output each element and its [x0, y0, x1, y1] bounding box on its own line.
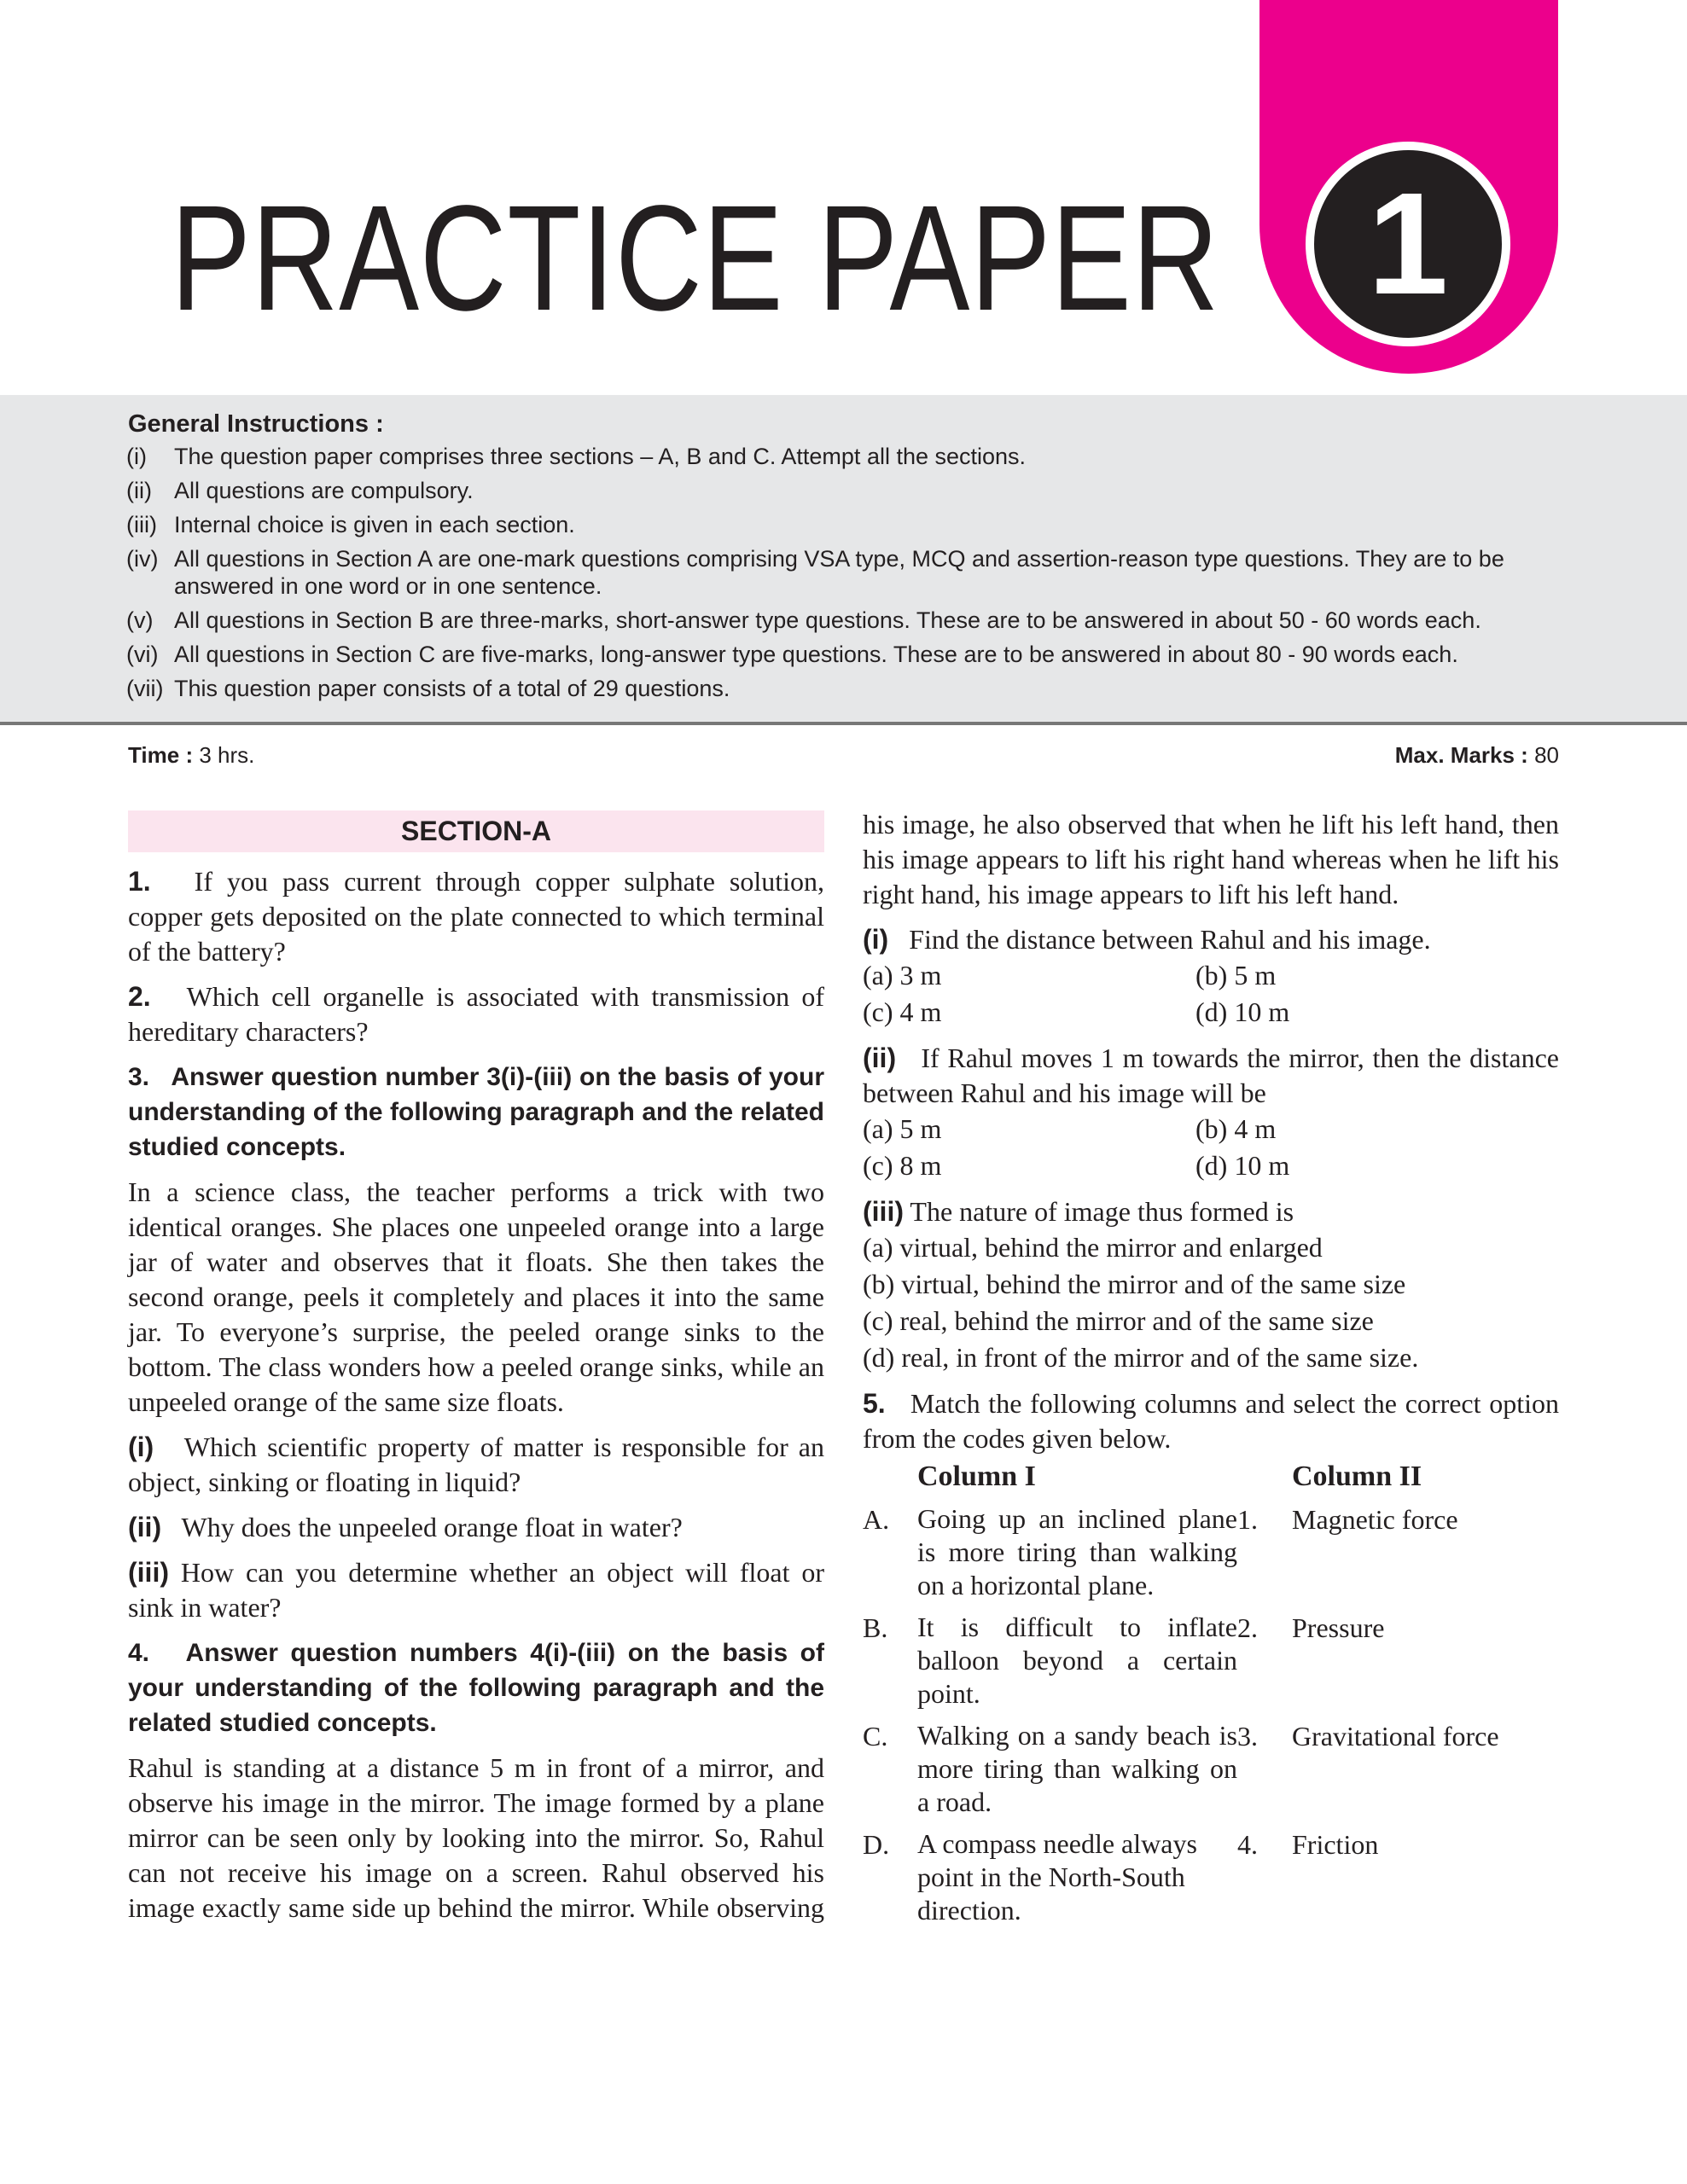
option: (a) 3 m [863, 960, 942, 990]
row-label: C. [863, 1721, 888, 1751]
instruction-item: (iii) Internal choice is given in each section. [126, 512, 575, 537]
column-1-item: Going up an inclined plane is more tiring than walking on a horizontal plane. [917, 1503, 1237, 1600]
time-info [128, 742, 254, 769]
column-1-item: A compass needle always point in the North-South direction. [917, 1828, 1197, 1926]
row-label: B. [863, 1612, 888, 1643]
row-number: 1. [1237, 1504, 1258, 1535]
paper-number-badge: 1 [1306, 142, 1510, 346]
time-value: 3 hrs. [199, 742, 255, 768]
question-1: 1. If you pass current through copper sulphate solution, copper gets deposited on the plate connected to which terminal of the battery? [128, 866, 825, 967]
option: (b) virtual, behind the mirror and of the same size [863, 1269, 1406, 1299]
options-4-ii [863, 1111, 1559, 1184]
column-2-item: Magnetic force [1292, 1504, 1458, 1535]
option: (d) 10 m [1195, 1150, 1290, 1181]
question-4-sub-i: (i) Find the distance between Rahul and his image. [863, 924, 1431, 955]
question-3-sub-ii: (ii) Why does the unpeeled orange float in water? [128, 1512, 683, 1542]
option: (d) real, in front of the mirror and of the same size. [863, 1342, 1419, 1373]
option: (a) 5 m [863, 1113, 942, 1144]
marks-label: Max. Marks : [1394, 742, 1528, 768]
option: (c) 4 m [863, 996, 942, 1027]
row-number: 4. [1237, 1829, 1258, 1860]
instruction-item: (v) All questions in Section B are three-marks, short-answer type questions. These are to be answered in about 50 - 60 words each. [126, 607, 1481, 633]
section-a-heading: SECTION-A [128, 810, 824, 852]
instructions-heading: General Instructions : [128, 410, 384, 438]
question-4-intro: 4. Answer question numbers 4(i)-(iii) on the basis of your understanding of the following paragraph and the related studied concepts. [128, 1639, 824, 1737]
option: (d) 10 m [1195, 996, 1290, 1027]
column-2-heading: Column II [1292, 1461, 1422, 1492]
right-column [863, 807, 1559, 1927]
column-2-item: Friction [1292, 1829, 1379, 1860]
question-2: 2. Which cell organelle is associated with transmission of hereditary characters? [128, 981, 825, 1047]
option: (c) 8 m [863, 1150, 942, 1181]
instruction-item: (ii) All questions are compulsory. [126, 478, 474, 503]
marks-value: 80 [1534, 742, 1559, 768]
option: (c) real, behind the mirror and of the same size [863, 1305, 1374, 1336]
row-number: 2. [1237, 1612, 1258, 1643]
question-4-sub-ii: (ii) If Rahul moves 1 m towards the mirror, then the distance between Rahul and his image will be [863, 1043, 1560, 1108]
column-1-item: Walking on a sandy beach is more tiring than walking on a road. [917, 1720, 1237, 1817]
options-4-iii [863, 1229, 1559, 1376]
time-label: Time : [128, 742, 194, 768]
question-3-paragraph: In a science class, the teacher performs a trick with two identical oranges. She places one unpeeled orange into a large jar of water and observes that it floats. She then takes the second orange, peels it completely and places it into the same jar. To everyone’s surprise, the peeled orange sinks to the bottom. The class wonders how a peeled orange sinks, while an unpeeled orange of the same size floats. [128, 1176, 824, 1417]
question-3-sub-iii: (iii) How can you determine whether an object will float or sink in water? [128, 1557, 825, 1623]
question-4-paragraph-cont: his image, he also observed that when he lift his left hand, then his image appears to lift his right hand whereas when he lift his right hand, his image appears to lift his left hand. [863, 809, 1559, 909]
row-label: D. [863, 1829, 890, 1860]
page-title: PRACTICE PAPER [171, 175, 1220, 342]
question-4-sub-iii: (iii) The nature of image thus formed is [863, 1196, 1294, 1227]
instruction-item: (i) The question paper comprises three sections – A, B and C. Attempt all the sections. [126, 444, 1027, 469]
options-4-i [863, 957, 1559, 1031]
instruction-item: (vi) All questions in Section C are five-marks, long-answer type questions. These are to be answered in about 80 - 90 words each. [126, 642, 1458, 667]
column-2-item: Gravitational force [1292, 1721, 1499, 1751]
option: (b) 4 m [1195, 1113, 1277, 1144]
column-2-item: Pressure [1292, 1612, 1385, 1643]
row-number: 3. [1237, 1721, 1258, 1751]
option: (a) virtual, behind the mirror and enlarged [863, 1232, 1323, 1263]
instruction-item: (vii) This question paper consists of a total of 29 questions. [126, 676, 730, 701]
marks-info [1395, 742, 1559, 769]
general-instructions [0, 395, 1687, 725]
row-label: A. [863, 1504, 890, 1535]
option: (b) 5 m [1195, 960, 1277, 990]
column-1-heading: Column I [917, 1461, 1036, 1492]
question-5: 5. Match the following columns and select the correct option from the codes given below. [863, 1388, 1560, 1454]
question-4-paragraph: Rahul is standing at a distance 5 m in front of a mirror, and observe his image in the mirror. The image formed by a plane mirror can be seen only by looking into the mirror. So, Rahul can not receive his image on a screen. Rahul observed his image exactly same side up behind the mirror. While observing [128, 1752, 824, 1923]
instruction-item: (iv) All questions in Section A are one-mark questions comprising VSA type, MCQ and assertion-reason type questions. They are to be answered in one word or in one sentence. [126, 546, 1504, 599]
column-1-item: It is difficult to inflate balloon beyond a certain point. [917, 1612, 1237, 1709]
left-column [128, 810, 824, 1936]
match-table [863, 1460, 1559, 1927]
question-3-intro: 3. Answer question number 3(i)-(iii) on the basis of your understanding of the following paragraph and the related studied concepts. [128, 1063, 824, 1161]
question-3-sub-i: (i) Which scientific property of matter is responsible for an object, sinking or floating in liquid? [128, 1432, 825, 1497]
